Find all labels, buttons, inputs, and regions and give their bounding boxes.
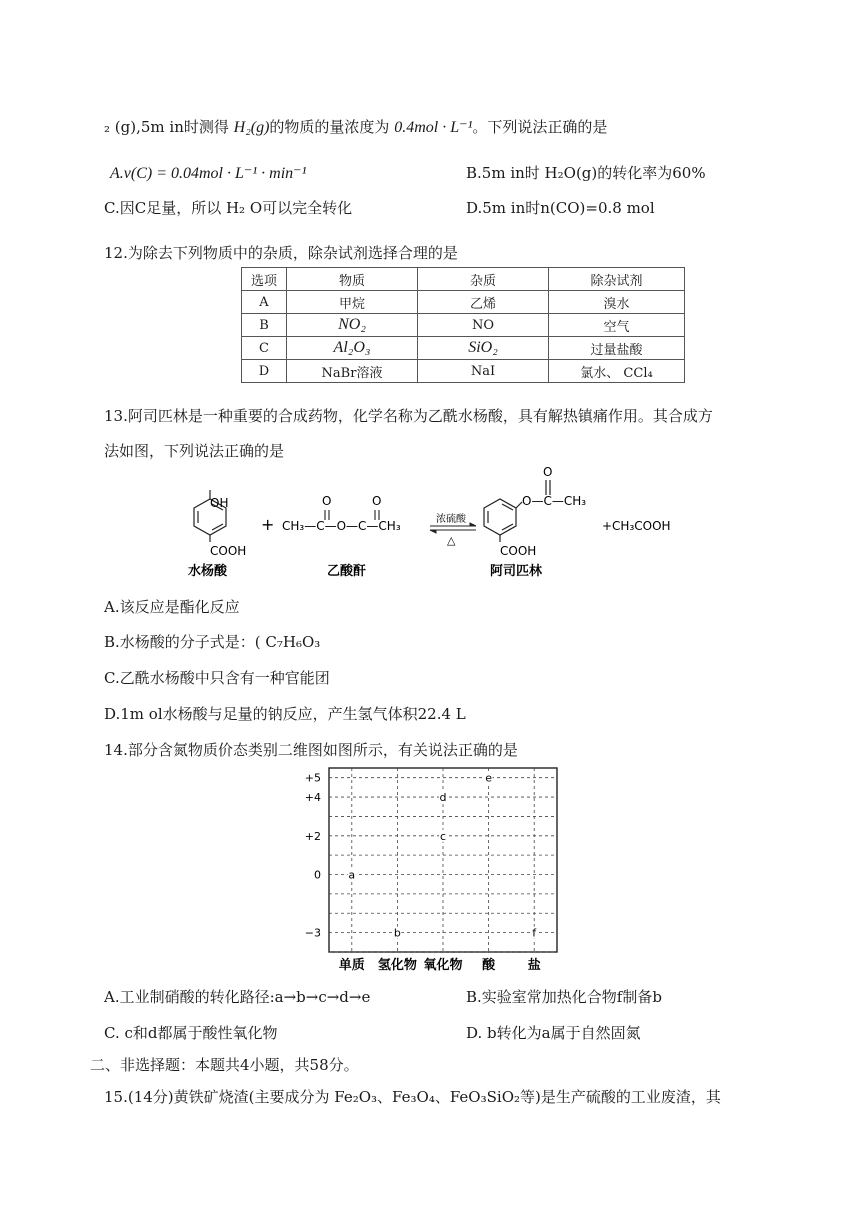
table-cell: 氯水、 CCl₄	[549, 360, 685, 383]
table-header: 除杂试剂	[549, 268, 685, 291]
table-cell: SiO₂	[418, 337, 549, 360]
table-cell: A	[242, 291, 287, 314]
q14-option-c: C. c和d都属于酸性氧化物	[104, 1024, 278, 1042]
acetic-anhydride-name: 乙酸酐	[327, 564, 367, 579]
table-cell: NaI	[418, 360, 549, 383]
q11-line1-mid: 的物质的量浓度为	[269, 118, 390, 136]
x-category-label: 单质	[338, 958, 365, 973]
table-header-row	[242, 268, 685, 291]
q12-stem: 12.为除去下列物质中的杂质，除杂试剂选择合理的是	[104, 244, 458, 262]
table-row	[242, 360, 685, 383]
oh-label: OH	[210, 496, 229, 510]
table-row	[242, 314, 685, 337]
data-point-f: f	[532, 926, 537, 940]
table-cell: 乙烯	[418, 291, 549, 314]
table-cell: D	[242, 360, 287, 383]
q12-table	[241, 267, 685, 383]
q14-option-a: A.工业制硝酸的转化路径:a→b→c→d→e	[104, 988, 371, 1006]
aspirin-structure	[484, 480, 550, 542]
q13-stem-line1: 13.阿司匹林是一种重要的合成药物，化学名称为乙酰水杨酸，具有解热镇痛作用。其合成方	[104, 407, 713, 425]
table-header: 选项	[242, 268, 287, 291]
aspirin-ester-group: O—C—CH₃	[522, 494, 587, 508]
anhydride-o-left: O	[322, 494, 332, 508]
q11-option-a: A.v(C) = 0.04mol · L⁻¹ · min⁻¹	[110, 165, 307, 182]
q13-option-c: C.乙酰水杨酸中只含有一种官能团	[104, 669, 330, 687]
q13-option-a: A.该反应是酯化反应	[104, 598, 240, 616]
q14-option-d: D. b转化为a属于自然固氮	[466, 1024, 641, 1042]
reaction-scheme	[160, 462, 700, 582]
table-row	[242, 291, 685, 314]
y-tick-label: 0	[314, 868, 321, 882]
y-tick-label: +5	[304, 771, 321, 785]
data-point-a: a	[348, 868, 356, 882]
q11-option-b: B.5m in时 H₂O(g)的转化率为60%	[466, 164, 706, 182]
table-cell: 溴水	[549, 291, 685, 314]
data-point-d: d	[439, 791, 447, 805]
table-cell: 甲烷	[287, 291, 418, 314]
table-cell: Al₂O₃	[287, 337, 418, 360]
catalyst-label: 浓硫酸	[436, 514, 466, 525]
q13-option-b: B.水杨酸的分子式是：( C₇H₆O₃	[104, 633, 321, 651]
y-tick-label: +4	[304, 791, 321, 805]
aspirin-name: 阿司匹林	[490, 564, 543, 579]
table-cell: 过量盐酸	[549, 337, 685, 360]
table-row	[242, 337, 685, 360]
acetic-acid-product: +CH₃COOH	[602, 519, 671, 533]
table-header: 杂质	[418, 268, 549, 291]
table-cell: NaBr溶液	[287, 360, 418, 383]
q11-line1-post: 。下列说法正确的是	[472, 118, 608, 136]
data-point-b: b	[393, 926, 401, 940]
q11-line1-pre: ₂ (g),5m in时测得	[104, 118, 229, 136]
q11-line1-math2: 0.4mol · L⁻¹	[394, 119, 473, 136]
x-category-label: 盐	[527, 958, 541, 973]
q11-option-c: C.因C足量，所以 H₂ O可以完全转化	[104, 199, 353, 217]
q11-line1-math: H₂(g)	[233, 119, 270, 136]
plus-sign: +	[261, 515, 275, 534]
y-tick-label: −3	[304, 926, 321, 940]
x-category-label: 酸	[482, 958, 496, 973]
table-cell: NO	[418, 314, 549, 337]
table-cell: NO₂	[287, 314, 418, 337]
x-category-label: 氧化物	[423, 958, 463, 973]
cooh-label-1: COOH	[210, 544, 247, 558]
q11-line1	[104, 118, 607, 137]
q11-option-d: D.5m in时n(CO)=0.8 mol	[466, 199, 655, 217]
table-cell: 空气	[549, 314, 685, 337]
aspirin-o-top: O	[543, 465, 553, 479]
table-header: 物质	[287, 268, 418, 291]
anhydride-o-right: O	[372, 494, 382, 508]
table-cell: B	[242, 314, 287, 337]
q13-option-d: D.1m ol水杨酸与足量的钠反应，产生氢气体积22.4 L	[104, 705, 466, 723]
q15-stem: 15.(14分)黄铁矿烧渣(主要成分为 Fe₂O₃、Fe₃O₄、FeO₃SiO₂等)是生产硫酸的工业废渣，其	[104, 1088, 721, 1106]
cooh-label-2: COOH	[500, 544, 537, 558]
data-point-e: e	[485, 771, 492, 785]
section-two-heading: 二、非选择题：本题共4小题，共58分。	[90, 1056, 359, 1074]
salicylic-acid-name: 水杨酸	[188, 564, 228, 579]
heat-symbol: △	[447, 534, 456, 547]
acetic-anhydride-formula: CH₃—C—O—C—CH₃	[282, 519, 401, 533]
x-category-label: 氢化物	[377, 958, 417, 973]
q14-stem: 14.部分含氮物质价态类别二维图如图所示，有关说法正确的是	[104, 741, 518, 759]
q14-option-b: B.实验室常加热化合物f制备b	[466, 988, 662, 1006]
q13-stem-line2: 法如图，下列说法正确的是	[104, 442, 285, 460]
nitrogen-valence-chart	[295, 762, 570, 976]
table-cell: C	[242, 337, 287, 360]
y-tick-label: +2	[304, 829, 321, 843]
data-point-c: c	[439, 829, 447, 843]
